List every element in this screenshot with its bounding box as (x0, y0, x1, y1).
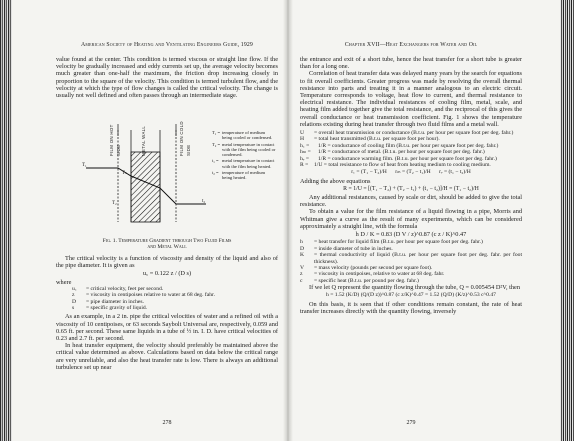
legend-item: t₁ = metal temperature in contact with the film being heated. (212, 158, 275, 169)
definition-row: c = specific heat (B.t.u. per pound per deg. fahr.) (300, 277, 419, 284)
label-film-cold-side: FILM ON COLD SIDE (179, 121, 192, 156)
right-definitions-2 (300, 239, 522, 284)
metal-wall-hatch (131, 152, 160, 222)
label-ts: Tₛ (122, 171, 127, 176)
figure-caption: Fig. 1. Temperature Gradient through Two Fluid Films and Metal Wall (102, 238, 232, 251)
equation-quantity: h = 1.52 (K/D) (Q/(D z))^0.87 (c z/K)^0.47 = 1.52 (Q/D) (K/z)^0.53 c^0.47 (326, 292, 496, 299)
legend-item: t₂ = temperature of medium being heated. (212, 170, 266, 181)
label-t1: T₁ (82, 163, 87, 168)
label-t3: t₂ (202, 199, 206, 204)
figure-legend (212, 130, 276, 182)
definition-row: z = viscosity in centipoises, relative to water at 68 deg. fahr. (300, 271, 445, 278)
definition-row: u꜀ = critical velocity, feet per second. (72, 285, 164, 292)
definition-row: H = total heat transmitted (B.t.u. per square foot per hour). (300, 136, 440, 143)
left-paragraph-1: value found at the center. This condition is termed viscous or straight line flow. If the velocity be gradually increased and eddy currents set up, the average velocity becomes much greater than one-half the maximum, the friction drop increasing closely in proportion to the square of the velocity. This condition is termed turbulent flow, and the velocity at which the type of flow changes is called the critical velocity. The change is usually not well defined and often passes through an intermediate stage. (56, 56, 278, 100)
left-paragraph-2: The critical velocity is a function of viscosity and density of the liquid and also of the pipe diameter. It is given as u꜀ = 0.122 z / (D s) where u꜀ = critical velocity, feet per second. z = viscosity in centipoises relative to water at 68 deg. fahr. D = pipe diameter in inches. s = specific gravity of liquid. As an example, in a 2 in. pipe the critical velocities of water and a refined oil with a viscosity of 10 centipoises, or 63 seconds Saybolt Universal are, respectively, 0.059 and 0.65 ft. per second. These same liquids in a tube of ½ in. I. D. have critical velocities of 0.23 and 2.7 ft. per second. In heat transfer equipment, the velocity should preferably be maintained above the critical value determined as above. Calculations based on data below the critical range are very unreliable, and also the heat transfer rate is low. There is always an additional turbulence set up near (56, 255, 278, 371)
definition-row: hᵥ = 1/R = conductance warming film. (B.t.u. per hour per square foot per deg. fahr.) (300, 155, 497, 162)
figure-temperature-gradient (56, 112, 278, 232)
left-page-number: 278 (162, 420, 172, 426)
left-binding-edge (0, 0, 12, 441)
center-gutter (283, 0, 293, 441)
equation-resistances: r꜀ = (T₁ − T₂)/H rₘ = (T₂ − t₁)/H rᵥ = (t₁ − t₂)/H (351, 169, 471, 176)
left-running-head: American Society of Heating and Ventilating Engineers Guide, 1929 (80, 42, 253, 48)
definition-row: V = mass velocity (pounds per second per square foot). (300, 264, 433, 271)
definition-row: z = viscosity in centipoises relative to water at 68 deg. fahr. (72, 292, 215, 299)
right-text-block: the entrance and exit of a short tube, hence the heat transfer for a short tube is greater than for a long one. Correlation of heat transfer data was delayed many years by the search for equations to fit overall coefficients. Greater progress was made by resolving the overall thermal resistance into parts and treating it in a manner analogous to an electric circuit. Temperature corresponds to voltage, heat flow to current, and thermal resistance to electrical resistance. The individual resistances of cooling film, metal, scale, and heating film added together give the total resistance, and the reciprocal of this gives the overall conductance or heat transmission coefficient. Fig. 1 shows the temperature relations existing during heat transfer through two fluid films and a metal wall. U = overall heat transmission or conductance (B.t.u. per hour per square foot per deg. fahr.) H = total heat transmitted (B.t.u. per square foot per hour). h꜀ = 1/R = conductance of cooling film (B.t.u. per hour per square foot per deg. fahr.) hₘ = 1/R = conductance of metal. (B.t.u. per hour per square foot per deg. fahr.) hᵥ = 1/R = conductance warming film. (B.t.u. per hour per square foot per deg. fahr.) R = 1/U = total resistance to flow of heat from heating medium to cooling medium. r꜀ = (T₁ − T₂)/H rₘ = (T₂ − t₁)/H rᵥ = (t₁ − t₂)/H Adding the above equations R = 1/U = [(T₁ − T₂) + (T₂ − t₁) + (t₁ − t₂)]/H = (T₁ − t₂)/H Any additional resistances, caused by scale or dirt, should be added to give the total resistance. To obtain a value for the film resistance of a liquid flowing in a pipe, Morris and Whitman give a curve as the result of many experiments, which can be considered approximately a straight line, with the formula h D / K = 0.83 (D V / z)^0.87 (c z / K)^0.47 h = heat transfer for liquid film (B.t.u. per hour per square foot per deg. fahr.) D = inside diameter of tube in inches. K = thermal conductivity of liquid (B.t.u. per hour per square foot per deg. fahr. per foot thickness). V = mass velocity (pounds per second per square foot). z = viscosity in centipoises, relative to water at 68 deg. fahr. c = specific heat (B.t.u. per pound per deg. fahr.) If we let Q represent the quantity flowing through the tube, Q = 0.005454 D²V, then h = 1.52 (K/D) (Q/(D z))^0.87 (c z/K)^0.47 = 1.52 (Q/D) (K/z)^0.53 c^0.47 On this basis, it is seen that if other conditions remain constant, the rate of heat transfer increases directly with the quantity flowing, inversely (300, 56, 522, 315)
definition-row: s = specific gravity of liquid. (72, 305, 148, 312)
label-t2: T₂ (112, 201, 117, 206)
legend-item: T₂ = metal temperature in contact with the film being cooled or condensed. (212, 141, 276, 158)
label-film-hot-side: FILM ON HOT SIDE (109, 124, 122, 156)
right-definitions (300, 130, 522, 168)
definition-row: h꜀ = 1/R = conductance of cooling film (B.t.u. per hour per square foot per deg. fahr.) (300, 142, 499, 149)
left-definitions (56, 286, 278, 312)
label-metal-wall: METAL WALL (141, 125, 146, 156)
left-page (56, 0, 278, 441)
definition-row: D = pipe diameter in inches. (72, 298, 144, 305)
legend-item: T₁ = temperature of medium being cooled or condensed. (212, 130, 273, 141)
right-page (300, 0, 522, 441)
equation-total-resistance: R = 1/U = [(T₁ − T₂) + (T₂ − t₁) + (t₁ − t₂)]/H = (T₁ − t₂)/H (343, 185, 479, 192)
right-page-number: 279 (406, 420, 416, 426)
equation-critical-velocity: u꜀ = 0.122 z / (D s) (142, 270, 192, 278)
definition-row: h = heat transfer for liquid film (B.t.u. per hour per square foot per deg. fahr.) (300, 239, 483, 246)
definition-row: D = inside diameter of tube in inches. (300, 245, 393, 252)
definition-row: hₘ = 1/R = conductance of metal. (B.t.u. per hour per square foot per deg. fahr.) (300, 149, 485, 156)
definition-row: K = thermal conductivity of liquid (B.t.u. per hour per square foot per deg. fahr. per foot thickness). (300, 252, 522, 265)
right-binding-edge (560, 0, 574, 441)
definition-row: U = overall heat transmission or conductance (B.t.u. per hour per square foot per deg. fahr.) (300, 130, 514, 137)
equation-film-coefficient: h D / K = 0.83 (D V / z)^0.87 (c z / K)^0.47 (355, 231, 467, 239)
definition-row: R = 1/U = total resistance to flow of heat from heating medium to cooling medium. (300, 162, 491, 169)
right-running-head: Chapter XVII—Heat Exchangers for Water and Oil (344, 42, 478, 48)
